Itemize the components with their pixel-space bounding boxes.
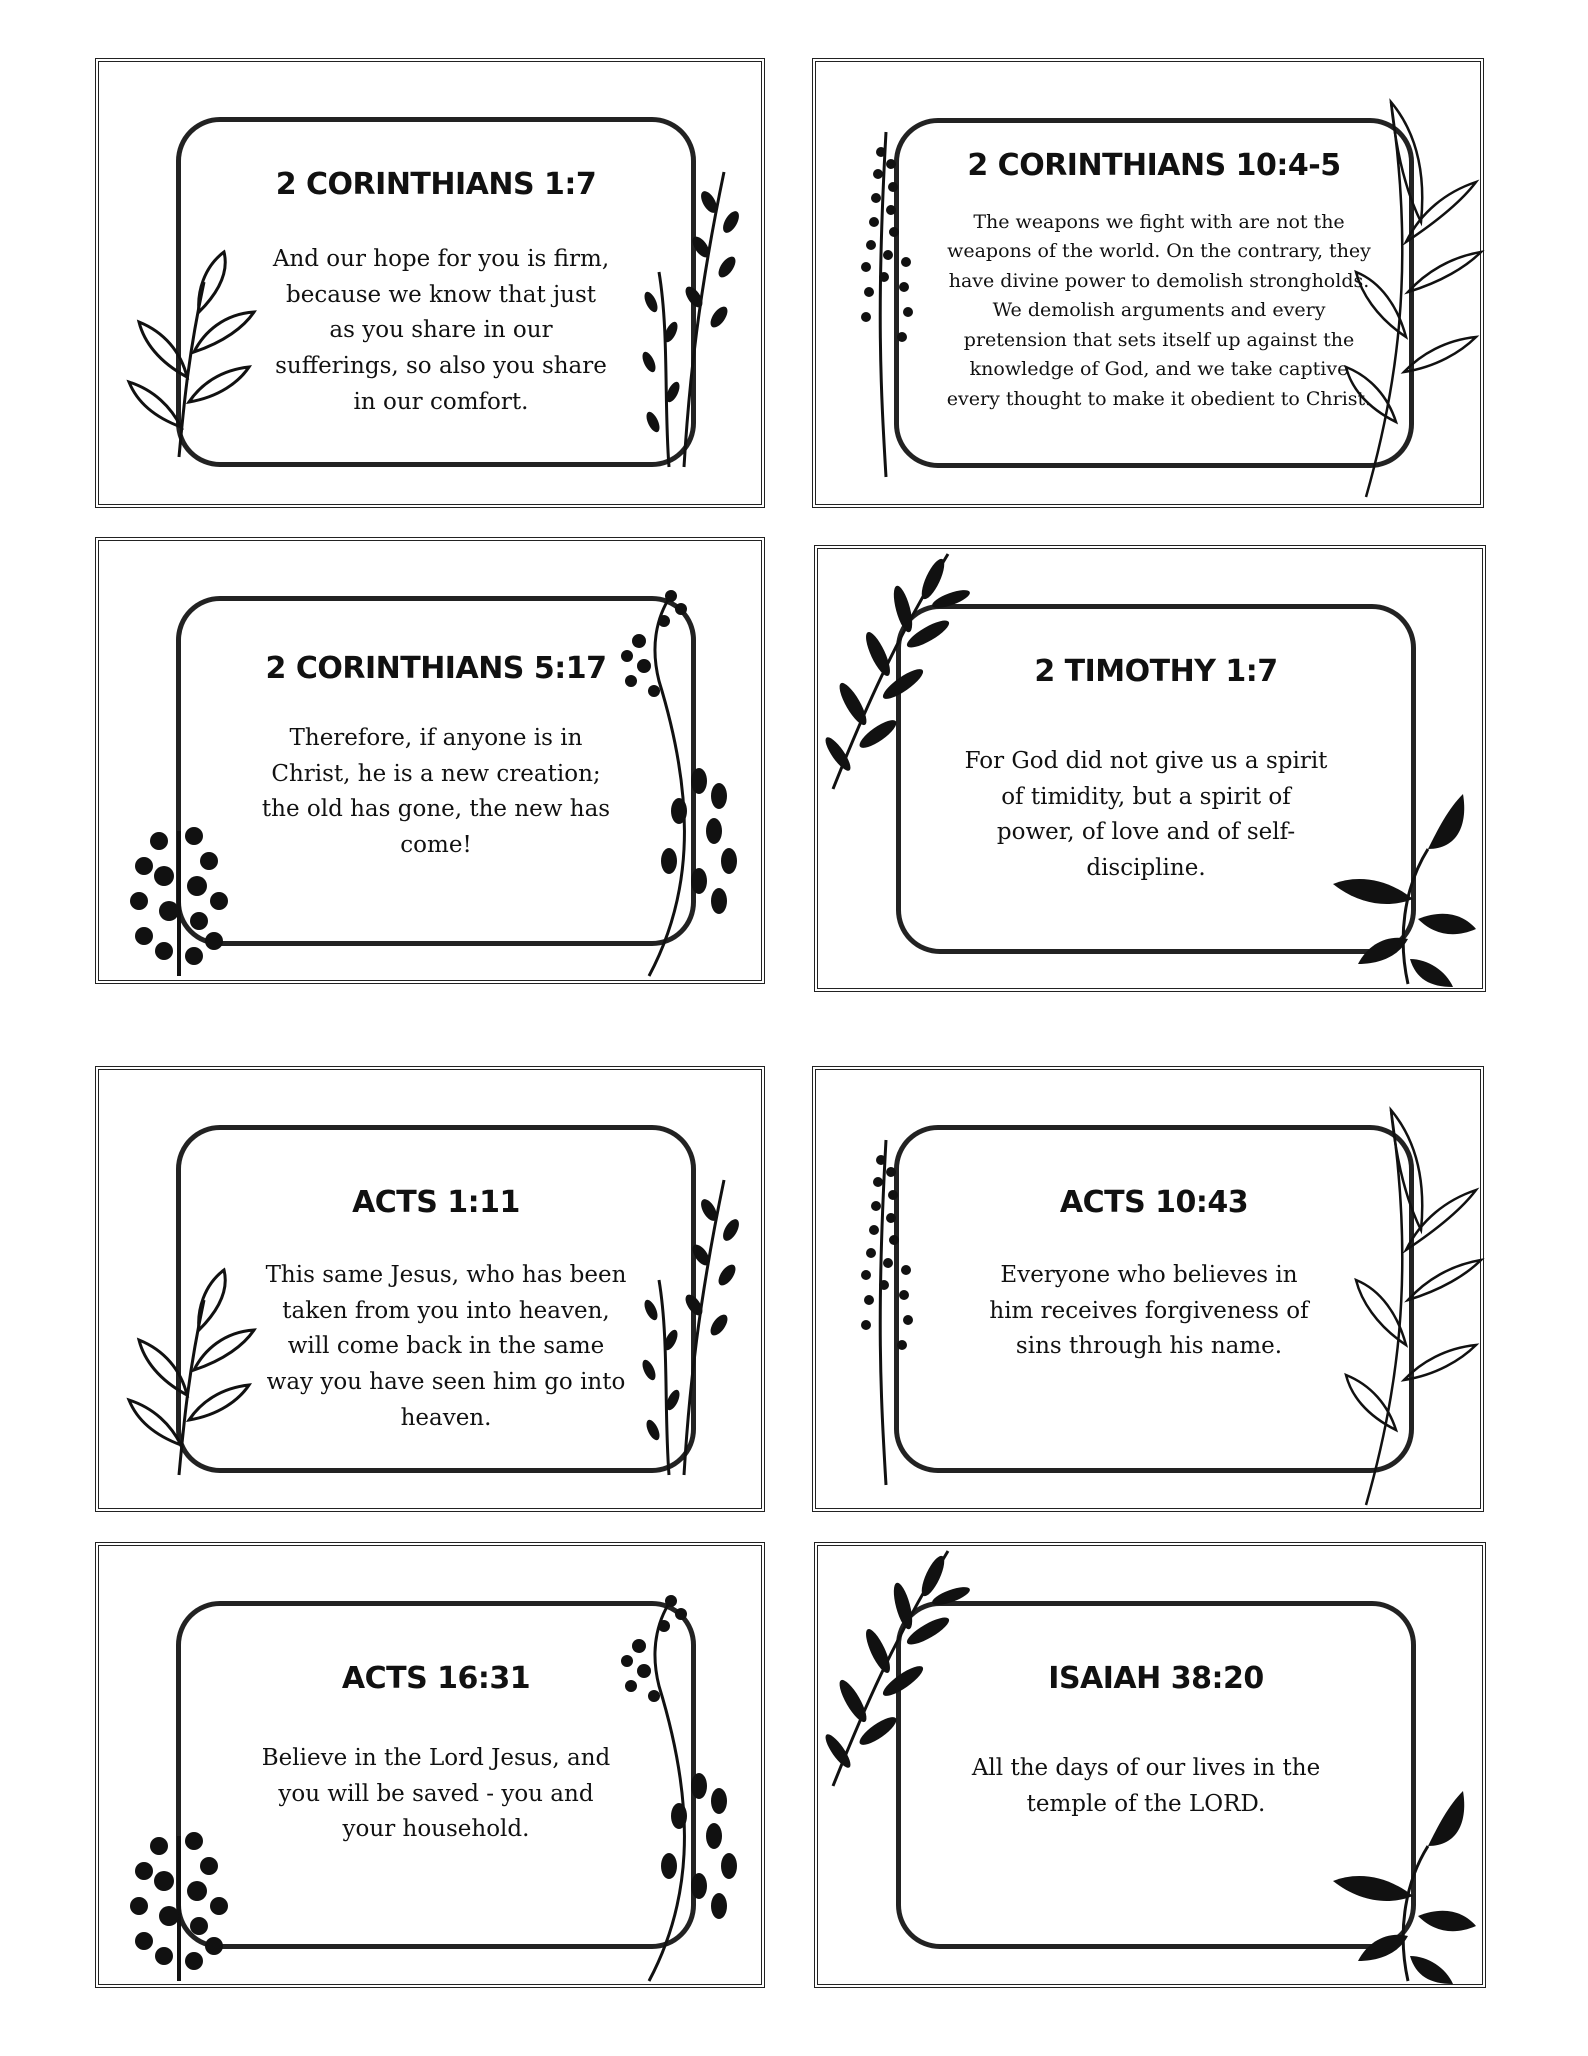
leaf-sprig-icon — [823, 1541, 963, 1791]
verse-card-8 — [814, 1542, 1486, 1988]
flower-cluster-icon — [119, 1816, 239, 1986]
verse-reference: 2 CORINTHIANS 10:4-5 — [967, 148, 1341, 183]
berry-stem-icon — [836, 1120, 926, 1490]
verse-reference: ACTS 1:11 — [352, 1185, 520, 1220]
broad-leaf-icon — [1318, 1786, 1478, 1986]
flower-cluster-icon — [119, 811, 239, 981]
verse-reference: 2 CORINTHIANS 5:17 — [265, 651, 607, 686]
fern-icon — [639, 162, 749, 472]
leaf-sprig-icon — [109, 242, 259, 462]
leaf-sprig-icon — [109, 1260, 259, 1480]
verse-card-2 — [812, 58, 1484, 508]
berry-stem-icon — [619, 581, 749, 981]
fern-icon — [1336, 92, 1486, 502]
verse-card-4 — [814, 545, 1486, 992]
verse-text: Everyone who believes in him receives forgiveness of sins through his name. — [989, 1262, 1309, 1360]
verse-reference: ISAIAH 38:20 — [1048, 1661, 1264, 1696]
verse-text: Believe in the Lord Jesus, and you will be saved - you and your household. — [261, 1745, 611, 1843]
card-frame — [176, 1601, 696, 1949]
verse-card-3 — [95, 537, 765, 984]
berry-stem-icon — [619, 1586, 749, 1986]
verse-reference: ACTS 10:43 — [1059, 1185, 1249, 1220]
berry-stem-icon — [836, 112, 926, 482]
verse-text: The weapons we fight with are not the weapons of the world. On the contrary, they have divine power to demolish strongholds. We demolish arguments and every pretension that sets itself up against the knowledge of God, and we take captive every thought to make it obedient to Christ. — [946, 211, 1372, 410]
verse-text: All the days of our lives in the temple of the LORD. — [971, 1755, 1321, 1817]
verse-text: Therefore, if anyone is in Christ, he is a new creation; the old has gone, the new has come! — [261, 725, 611, 858]
broad-leaf-icon — [1318, 789, 1478, 989]
verse-card-1 — [95, 58, 765, 508]
fern-icon — [1336, 1100, 1486, 1510]
verse-reference: ACTS 16:31 — [341, 1661, 531, 1696]
leaf-sprig-icon — [823, 544, 963, 794]
fern-icon — [639, 1170, 749, 1480]
verse-reference: 2 TIMOTHY 1:7 — [1034, 654, 1278, 689]
verse-text: For God did not give us a spirit of timidity, but a spirit of power, of love and of self-discipline. — [964, 748, 1328, 881]
verse-card-5 — [95, 1066, 765, 1512]
verse-text: And our hope for you is firm, because we know that just as you share in our sufferings, so also you share in our comfort. — [272, 246, 610, 415]
card-frame — [176, 596, 696, 946]
verse-card-7 — [95, 1542, 765, 1988]
verse-reference: 2 CORINTHIANS 1:7 — [275, 167, 597, 202]
verse-card-6 — [812, 1066, 1484, 1512]
verse-text: This same Jesus, who has been taken from you into heaven, will come back in the same way you have seen him go into heaven. — [265, 1262, 627, 1431]
